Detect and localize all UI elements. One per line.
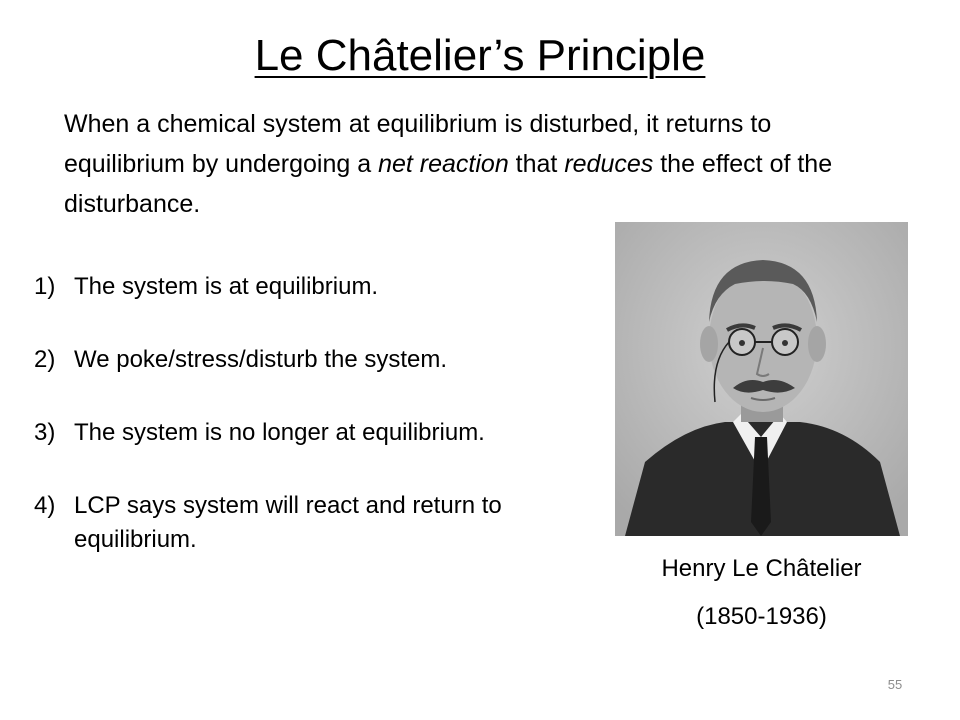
portrait-caption-years: (1850-1936) <box>696 603 827 630</box>
portrait-caption-name: Henry Le Châtelier <box>661 555 862 582</box>
principle-emphasis-net-reaction: net reaction <box>378 150 509 178</box>
list-item <box>34 343 614 377</box>
list-item <box>34 416 614 450</box>
list-item-text: LCP says system will react and return to equilibrium. <box>74 492 502 553</box>
principle-text-part-3: the effect of the disturbance. <box>64 150 833 218</box>
list-item-number: 3) <box>34 419 56 446</box>
page-number: 55 <box>887 677 903 692</box>
list-item <box>34 270 614 304</box>
list-item-number: 2) <box>34 346 56 373</box>
list-item-number: 1) <box>34 273 56 300</box>
list-item-text: We poke/stress/disturb the system. <box>74 346 448 373</box>
list-item-text: The system is no longer at equilibrium. <box>74 419 485 446</box>
list-item-number: 4) <box>34 492 56 519</box>
list-item <box>34 489 614 557</box>
portrait-caption <box>615 545 908 641</box>
slide-title: Le Châtelier’s Principle <box>254 31 706 80</box>
principle-statement <box>64 104 864 224</box>
principle-text-part-2: that <box>508 150 565 178</box>
list-item-text: The system is at equilibrium. <box>74 273 379 300</box>
portrait-illustration <box>615 222 908 536</box>
steps-list <box>34 270 614 596</box>
portrait-photo <box>615 222 908 536</box>
principle-emphasis-reduces: reduces <box>564 150 654 178</box>
principle-text-part-1: When a chemical system at equilibrium is disturbed, it returns to equilibrium by undergoing a <box>64 110 772 178</box>
